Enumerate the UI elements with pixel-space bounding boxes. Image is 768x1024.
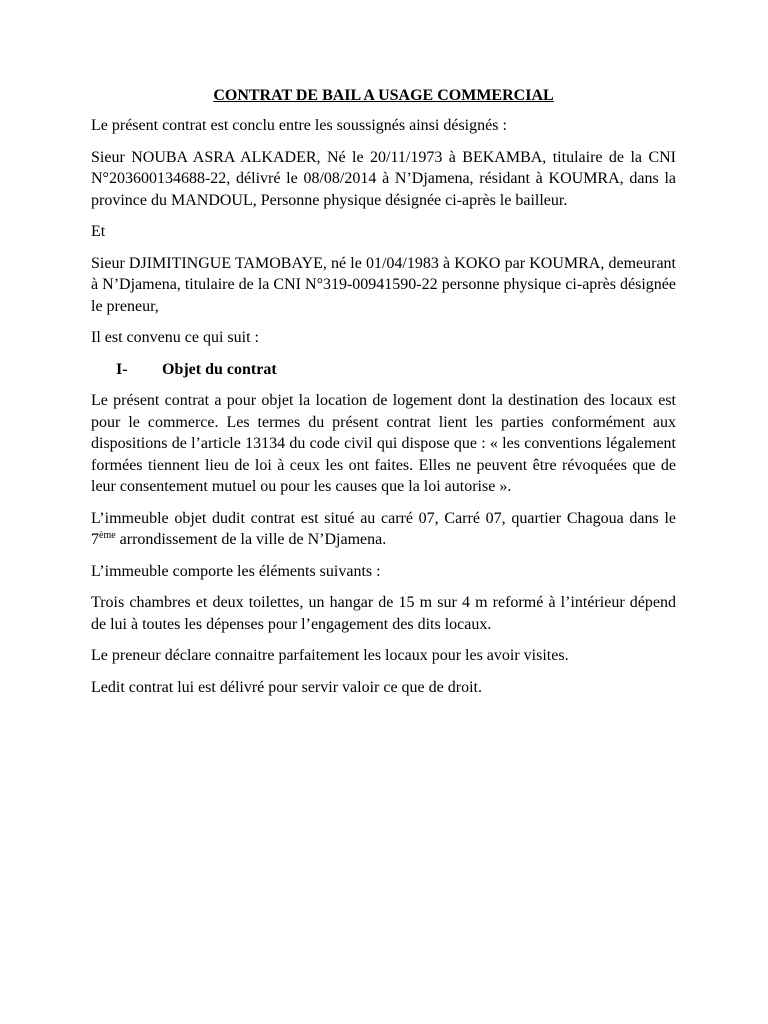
declaration-paragraph: Le preneur déclare connaitre parfaitement les locaux pour les avoir visites. [91, 647, 569, 664]
location-paragraph [91, 508, 676, 551]
and-paragraph: Et [91, 223, 106, 240]
delivery-paragraph: Ledit contrat lui est délivré pour servir valoir ce que de droit. [91, 678, 482, 696]
section-title: Objet du contrat [162, 360, 277, 378]
intro-paragraph: Le présent contrat est conclu entre les soussignés ainsi désignés : [91, 117, 507, 134]
ordinal-superscript: ème [99, 530, 116, 541]
lessor-paragraph: Sieur NOUBA ASRA ALKADER, Né le 20/11/1973 à BEKAMBA, titulaire de la CNI N°203600134688-22, délivré le 08/08/2014 à N’Djamena, résidant à KOUMRA, dans la province du MANDOUL, Personne physique désignée ci-après le bailleur. [91, 148, 676, 209]
location-text-start: L’immeuble objet dudit contrat est situé au carré 07, Carré 07, quartier Chagoua dans le 7 [91, 509, 676, 548]
rooms-paragraph: Trois chambres et deux toilettes, un hangar de 15 m sur 4 m reformé à l’intérieur dépend de lui à toutes les dépenses pour l’engagement des dits locaux. [91, 594, 676, 633]
location-text-end: arrondissement de la ville de N’Djamena. [115, 531, 387, 548]
document-page [91, 86, 676, 708]
elements-paragraph: L’immeuble comporte les éléments suivants : [91, 562, 381, 580]
lessee-paragraph: Sieur DJIMITINGUE TAMOBAYE, né le 01/04/1983 à KOKO par KOUMRA, demeurant à N’Djamena, titulaire de la CNI N°319-00941590-22 personne physique ci-après désignée le preneur, [91, 254, 676, 315]
section-heading-object [91, 359, 676, 381]
document-title: CONTRAT DE BAIL A USAGE COMMERCIAL [213, 87, 554, 104]
object-paragraph: Le présent contrat a pour objet la location de logement dont la destination des locaux est pour le commerce. Les termes du présent contrat lient les parties conformément aux dispositions de l’article 13134 du code civil qui dispose que : « les conventions légalement formées tiennent lieu de loi à ceux les ont faites. Elles ne peuvent être révoquées que de leur consentement mutuel ou pour les causes que la loi autorise ». [91, 392, 676, 495]
section-number: I- [116, 360, 128, 378]
agreement-paragraph: Il est convenu ce qui suit : [91, 329, 259, 346]
